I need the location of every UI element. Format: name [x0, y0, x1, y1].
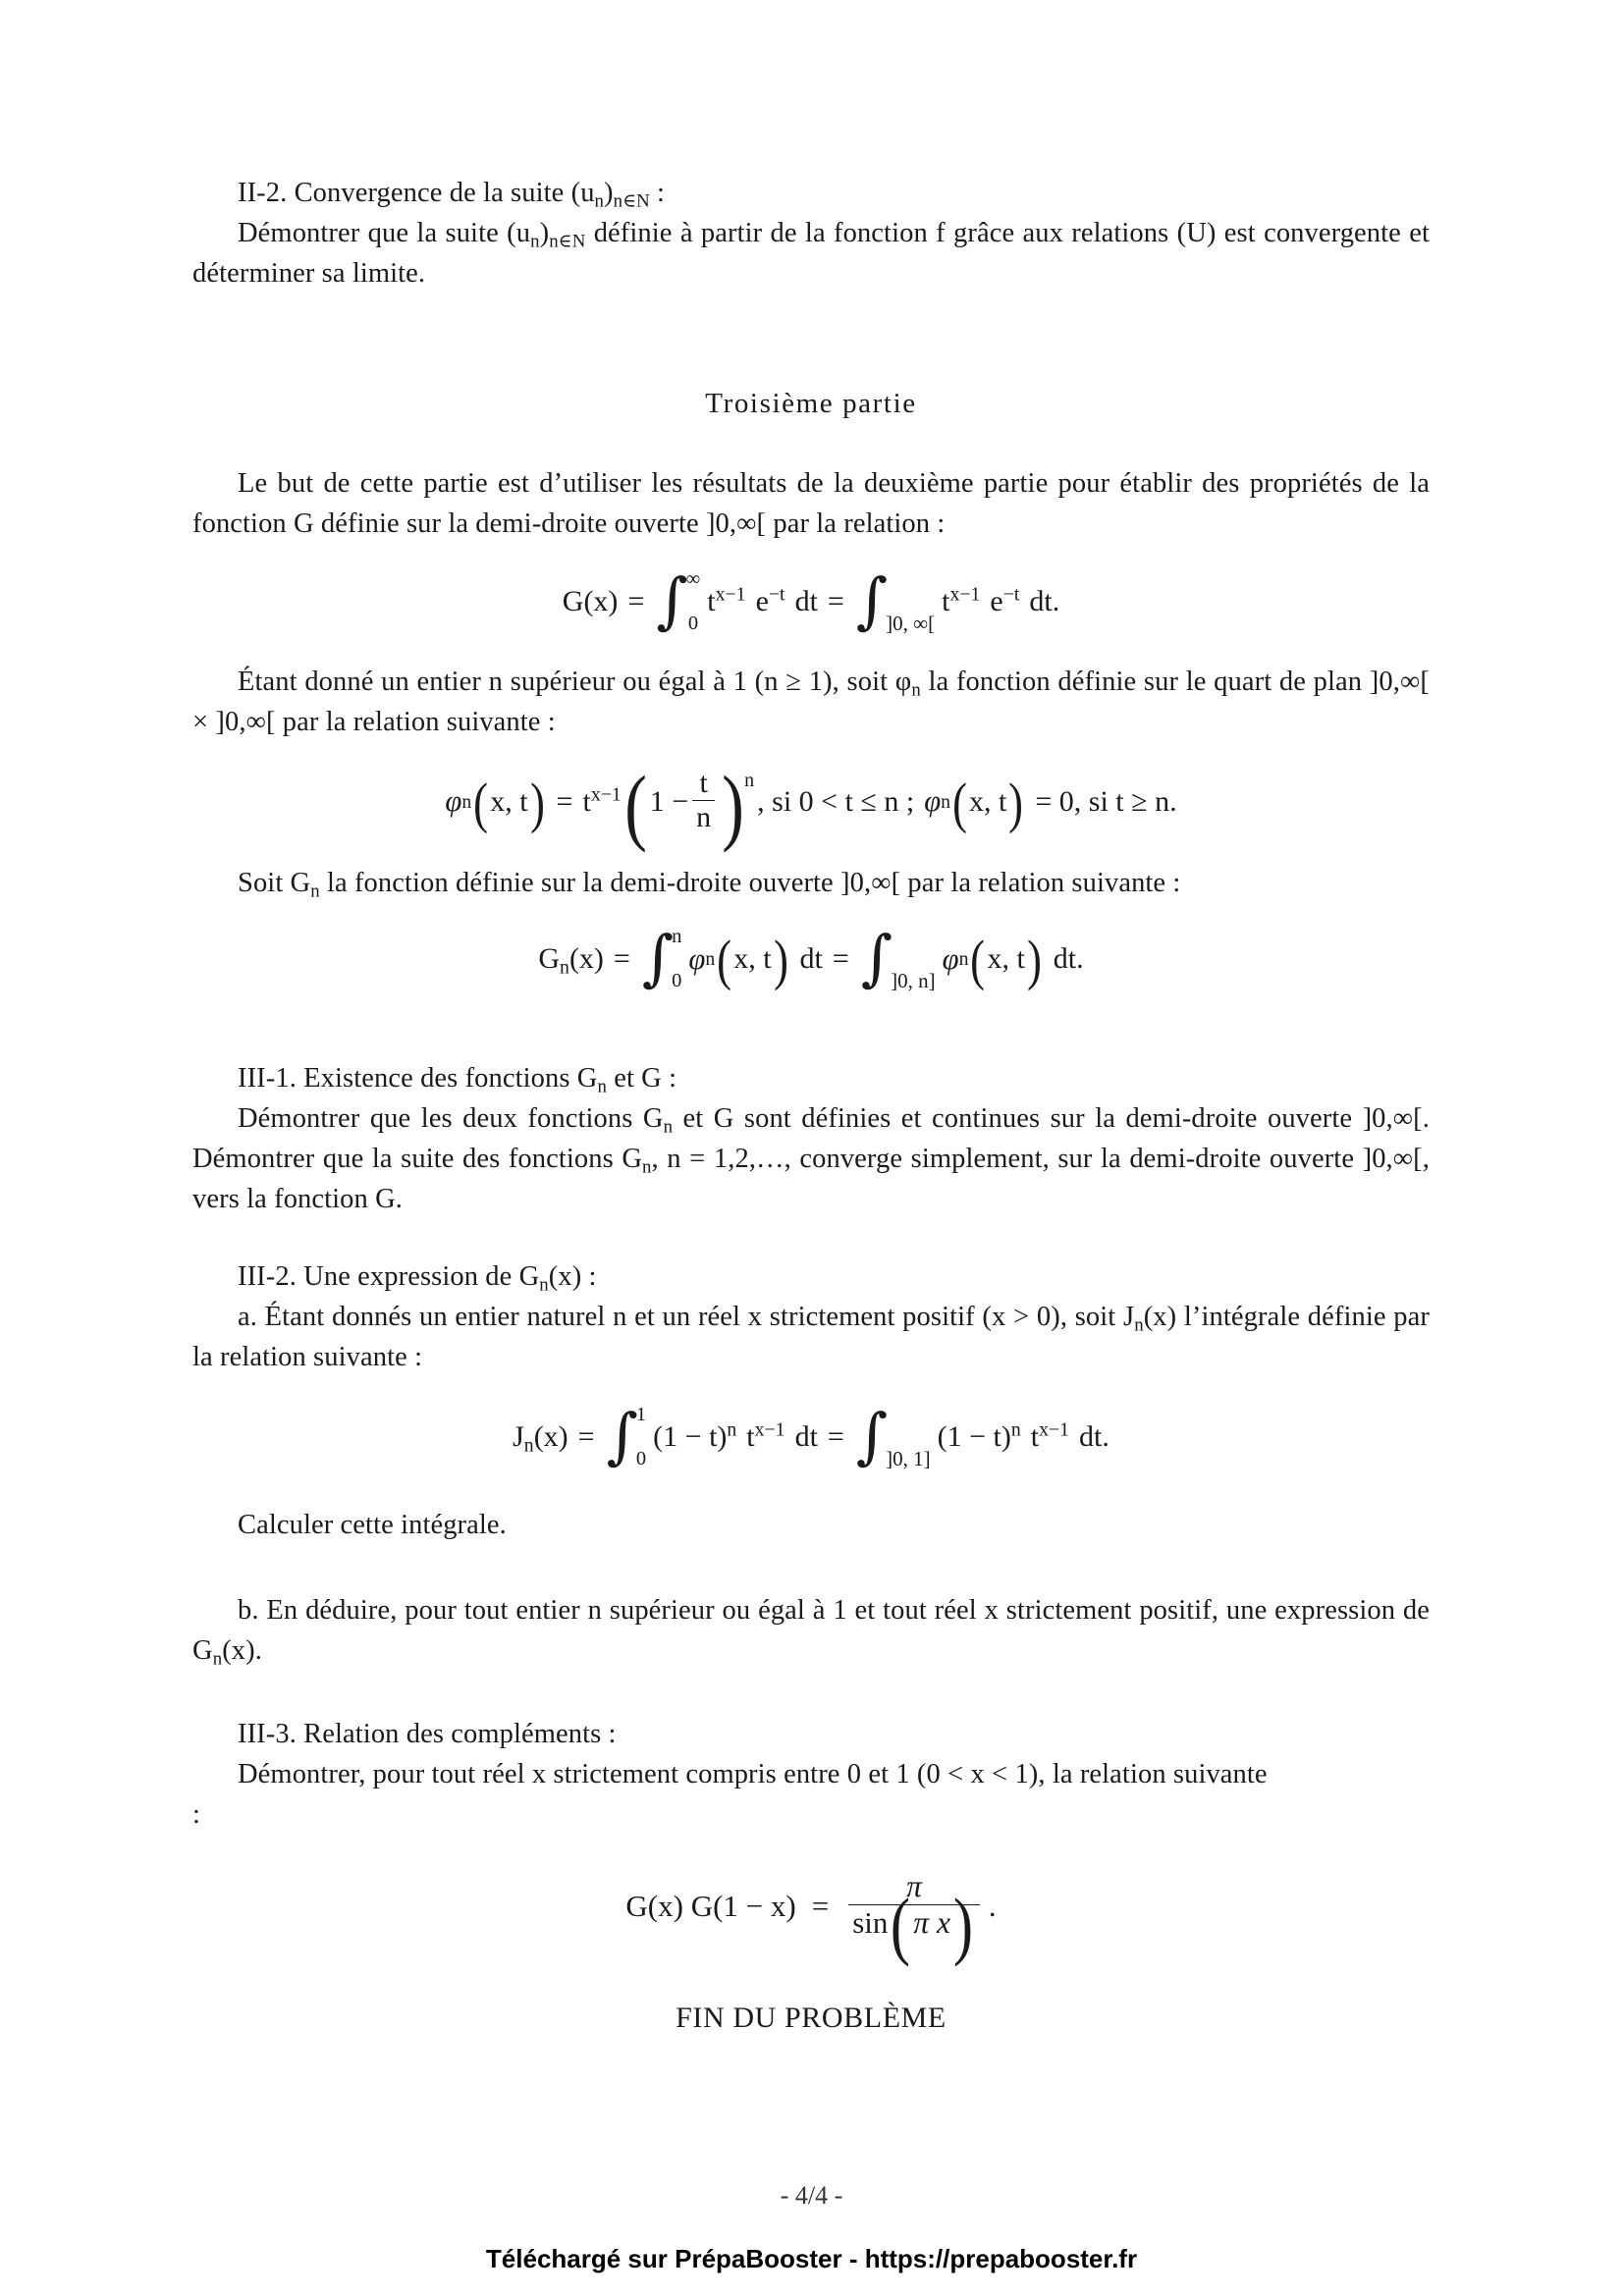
phi-symbol-2: φ: [924, 784, 942, 819]
section-iii2-item-a: [192, 1297, 1430, 1377]
Jn-lhs: J: [513, 1420, 524, 1453]
subscript-n: n: [212, 1648, 223, 1670]
subscript-n: n: [594, 190, 605, 212]
section-ii2-body: [192, 213, 1430, 294]
equals-sign-2: =: [827, 585, 844, 617]
equals-sign: =: [577, 1420, 595, 1453]
subscript-n-in-N: n∈N: [549, 231, 586, 252]
section-iii1-heading: [192, 1058, 1430, 1098]
section-iii2-item-b: [192, 1590, 1430, 1671]
period: .: [988, 1888, 997, 1923]
item-b-part1: b. En déduire, pour tout entier n supérieur ou égal à 1 et tout réel x strictement positif, une expression de G: [192, 1595, 1430, 1666]
section-iii3-colon: :: [192, 1799, 201, 1830]
section-ii2-body-part1: Démontrer que la suite (u: [238, 218, 531, 248]
integral-upper-limit: ∞: [685, 568, 701, 590]
factor-e: e: [990, 585, 1003, 617]
subscript-n: n: [539, 1274, 549, 1296]
section-iii1-heading-text: III-1. Existence des fonctions G: [238, 1063, 598, 1094]
Gn-intro-part1: Soit G: [238, 868, 311, 898]
phi-intro-paragraph: [192, 662, 1430, 742]
item-b-part2: (x).: [222, 1635, 262, 1666]
phi-intro-part2: la fonction définie sur le quart de plan ]0,∞[ × ]0,∞[ par la relation suivante :: [192, 667, 1430, 737]
integral-sign: ∫: [860, 921, 893, 993]
equals-sign: =: [811, 1888, 830, 1923]
equals-sign: =: [627, 585, 645, 617]
condition-2: = 0, si t ≥ n.: [1035, 784, 1177, 818]
phi-symbol-2: φ: [942, 941, 959, 976]
equals-sign-2: =: [827, 1420, 844, 1453]
section-iii3-body-text: Démontrer, pour tout réel x strictement compris entre 0 et 1 (0 < x < 1), la relation suivante: [238, 1759, 1268, 1789]
differential-dt: dt: [794, 1420, 818, 1453]
one-minus: 1 −: [649, 784, 689, 818]
body-part1: Démontrer que les deux fonctions G: [238, 1103, 664, 1134]
fraction-denominator-sin: sin ( π x ): [848, 1904, 980, 1939]
integral-0-1: [606, 1399, 647, 1471]
integral-sign: ∫: [606, 1399, 638, 1471]
integral-upper-limit: 1: [635, 1404, 647, 1425]
subscript-n: n: [663, 1116, 674, 1138]
one-minus-t: (1 − t): [653, 1420, 728, 1453]
section-ii2-heading: [192, 173, 1430, 213]
exponent-minus-t: −t: [768, 583, 785, 606]
subscript-n-in-N: n∈N: [613, 190, 650, 212]
fraction-t-over-n: [692, 769, 715, 832]
differential-dt-2: dt.: [1053, 942, 1084, 975]
integral-sign: ∫: [855, 1399, 889, 1471]
section-iii2-heading-text: III-2. Une expression de G: [238, 1261, 540, 1292]
phi-args: x, t: [733, 942, 772, 975]
Gn-intro-paragraph: [192, 863, 1430, 903]
integral-lower-limit: 0: [687, 612, 699, 634]
exponent-x-minus-1: x−1: [715, 583, 746, 606]
end-title: FIN DU PROBLÈME: [676, 2002, 947, 2035]
argument-x: (x): [533, 1420, 568, 1453]
equals-sign: =: [556, 784, 573, 818]
formula-reflection: [192, 1869, 1430, 1968]
one-minus-t-2: (1 − t): [937, 1420, 1011, 1453]
subscript-n: n: [310, 881, 320, 902]
fraction-denominator: n: [692, 800, 715, 832]
integral-lower-limit: 0: [635, 1447, 647, 1469]
subscript-n: n: [530, 231, 540, 252]
subscript-n: n: [560, 956, 569, 979]
subscript-n-2: n: [642, 1156, 652, 1178]
integral-domain: ]0, n]: [891, 969, 936, 992]
formula-phi-n: φ n ( x, t ) = $t^{x-1}$ ( 1 − $\frac{t}{n}$ ) n , si 0 < t ≤ n ; φ n ( x, t ) = 0, si t ≥ n.: [445, 757, 1177, 853]
subscript-n: n: [597, 1076, 607, 1097]
exponent-x-minus-1-2: x−1: [1039, 1418, 1070, 1441]
item-a-part2: (x) l’intégrale définie par la relation suivante :: [192, 1302, 1430, 1372]
sin-argument: π x: [913, 1904, 950, 1940]
fraction-numerator: t: [699, 767, 708, 799]
integral-0-n: [641, 921, 682, 993]
phi-symbol: φ: [688, 941, 706, 976]
section-iii2-heading: [192, 1256, 1430, 1297]
colon: :: [649, 178, 666, 208]
heading-suffix: (x) :: [548, 1261, 597, 1292]
download-credit: Téléchargé sur PrépaBooster - https://prepabooster.fr: [485, 2244, 1138, 2273]
integral-over-set: [855, 1399, 931, 1471]
page-number: - 4/4 -: [780, 2181, 843, 2210]
fraction-numerator-pi: π: [906, 1869, 922, 1903]
body-part3: , n = 1,2,…, converge simplement, sur la demi-droite ouverte ]0,∞[, vers la fonction G.: [192, 1144, 1431, 1214]
phi-args-2: x, t: [987, 942, 1025, 975]
integral-0-infinity: [656, 563, 701, 636]
differential-dt: dt.: [1029, 585, 1060, 617]
equals-sign: =: [613, 942, 630, 975]
phi-intro-part1: Étant donné un entier n supérieur ou égal à 1 (n ≥ 1), soit φ: [238, 667, 912, 697]
sin-label: sin: [852, 1904, 889, 1940]
body-part2: et G sont définies et continues sur la demi-droite ouverte ]0,∞[. Démontrer que la suite des fonctions G: [192, 1103, 1430, 1174]
exponent-x-minus-1: x−1: [754, 1418, 785, 1441]
factor-e: e: [755, 585, 769, 617]
differential-dt: dt: [794, 585, 818, 617]
item-a-part1: a. Étant donnés un entier naturel n et un réel x strictement positif (x > 0), soit J: [238, 1302, 1135, 1332]
formula-G: [192, 563, 1430, 636]
integral-over-set: [855, 563, 936, 636]
integral-sign: ∫: [656, 563, 688, 636]
differential-dt-2: dt.: [1079, 1420, 1109, 1453]
integral-domain: ]0, 1]: [886, 1447, 931, 1470]
fraction-pi-over-sin: [848, 1869, 980, 1968]
section-iii1-body: [192, 1098, 1430, 1219]
paren-group-one-minus-t-over-n: ( 1 − $\frac{t}{n}$ ) n: [623, 757, 755, 853]
base-t: t: [746, 1420, 755, 1453]
integral-lower-limit: 0: [672, 969, 682, 991]
part-title: Troisième partie: [705, 388, 917, 419]
integral-sign: ∫: [641, 921, 675, 993]
integral-over-set: [860, 921, 936, 993]
integral-sign: ∫: [855, 563, 889, 636]
section-iii3-body: [192, 1754, 1430, 1794]
phi-args-2: x, t: [969, 784, 1007, 818]
intro-paragraph: Le but de cette partie est d’utiliser les résultats de la deuxième partie pour établir des propriétés de la fonction G définie sur la demi-droite ouverte ]0,∞[ par la relation :: [192, 468, 1430, 539]
calculer-instruction: Calculer cette intégrale.: [238, 1510, 507, 1540]
paren-close: ): [539, 218, 550, 248]
subscript-n: n: [523, 1434, 534, 1457]
Gn-intro-part2: la fonction définie sur la demi-droite ouverte ]0,∞[ par la relation suivante :: [319, 868, 1181, 898]
integral-domain: ]0, ∞[: [886, 612, 936, 635]
formula-Jn: [192, 1399, 1430, 1471]
argument-x: (x): [568, 942, 604, 975]
base-t: t: [582, 784, 591, 818]
phi-symbol: φ: [445, 784, 462, 819]
equals-sign-2: =: [832, 942, 849, 975]
exponent-minus-t: −t: [1002, 583, 1020, 606]
reflection-lhs: G(x) G(1 − x): [625, 1888, 796, 1923]
integrand-t: t: [707, 585, 716, 617]
phi-args: x, t: [490, 784, 528, 818]
exponent-n: n: [744, 769, 755, 791]
subscript-n: n: [1134, 1314, 1144, 1336]
section-ii2-heading-text: II-2. Convergence de la suite (u: [238, 178, 595, 208]
subscript-n: n: [911, 679, 921, 701]
exponent-n-2: n: [1010, 1418, 1021, 1441]
formula-Gn: $G_n(x)$ = ∫ n 0 φ n ( x, t ) dt = ∫ ]0, n] φ n ( x, t ) dt.: [538, 921, 1084, 993]
exponent-x-minus-1: x−1: [590, 783, 622, 806]
heading-suffix: et G :: [606, 1063, 677, 1094]
section-iii3-heading: III-3. Relation des compléments :: [238, 1719, 617, 1749]
differential-dt: dt: [799, 942, 823, 975]
page-content: [192, 173, 1430, 2064]
base-t-2: t: [1030, 1420, 1040, 1453]
Gn-lhs: G: [538, 942, 561, 975]
section-ii2-body-part2: définie à partir de la fonction f grâce aux relations (U) est convergente et déterminer sa limite.: [192, 218, 1431, 289]
integral-upper-limit: n: [672, 926, 682, 947]
exponent-x-minus-1: x−1: [949, 583, 981, 606]
formula-G-lhs: G(x): [562, 585, 619, 617]
condition-1: , si 0 < t ≤ n ;: [757, 784, 915, 818]
exponent-n: n: [727, 1418, 737, 1441]
paren-close: ): [604, 178, 614, 208]
integrand-t: t: [942, 585, 950, 617]
